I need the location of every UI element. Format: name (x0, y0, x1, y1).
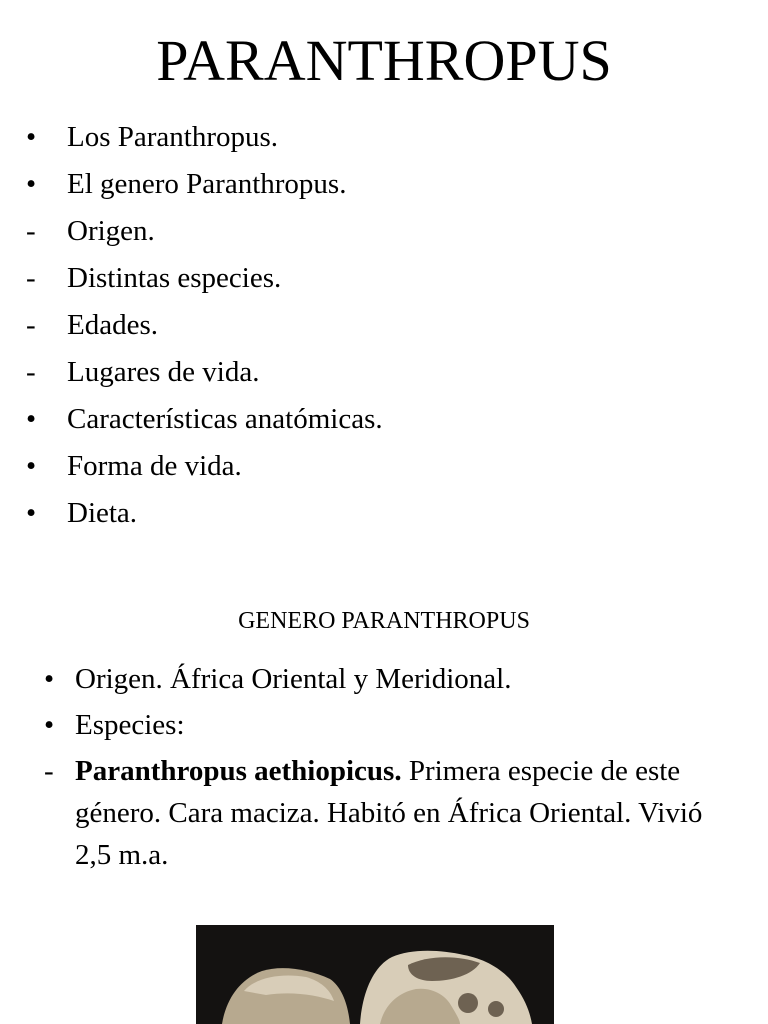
list-item (26, 443, 383, 490)
bullet-marker: • (44, 663, 55, 695)
dash-marker: - (26, 215, 36, 247)
bullet-marker: • (26, 450, 37, 482)
section-heading: GENERO PARANTHROPUS (238, 608, 530, 634)
index-list (26, 114, 383, 537)
species-description: Primera especie de este género. Cara maciza. Habitó en África Oriental. Vivió 2,5 m.a. (75, 755, 703, 871)
list-item (26, 490, 383, 537)
fossil-orbit-left (458, 993, 478, 1013)
list-item (44, 704, 744, 746)
list-item (26, 161, 383, 208)
list-item (26, 255, 383, 302)
page-title: PARANTHROPUS (156, 28, 612, 93)
dash-marker: - (26, 309, 36, 341)
list-item (26, 396, 383, 443)
bullet-marker: • (26, 121, 37, 153)
section-list (44, 658, 744, 876)
list-item (26, 302, 383, 349)
list-item-text: Lugares de vida. (67, 356, 260, 388)
list-item (44, 750, 744, 876)
bullet-marker: • (26, 168, 37, 200)
bullet-marker: • (44, 709, 55, 741)
list-item-text: Distintas especies. (67, 262, 282, 294)
fossil-orbit-right (488, 1001, 504, 1017)
dash-marker: - (26, 356, 36, 388)
fossil-skull-photo (196, 925, 554, 1024)
list-item-text: Los Paranthropus. (67, 121, 279, 153)
dash-marker: - (26, 262, 36, 294)
species-name: Paranthropus aethiopicus. (75, 755, 402, 787)
list-item-text: Forma de vida. (67, 450, 242, 482)
list-item-text: Especies: (75, 709, 185, 741)
list-item-text: El genero Paranthropus. (67, 168, 347, 200)
dash-marker: - (44, 755, 54, 787)
list-item-text: Origen. África Oriental y Meridional. (75, 663, 512, 695)
list-item (26, 349, 383, 396)
list-item-text: Dieta. (67, 497, 138, 529)
list-item (26, 208, 383, 255)
bullet-marker: • (26, 403, 37, 435)
list-item-text: Edades. (67, 309, 158, 341)
bullet-marker: • (26, 497, 37, 529)
list-item-text: Características anatómicas. (67, 403, 383, 435)
list-item (44, 658, 744, 700)
fossil-skull-illustration (196, 925, 554, 1024)
list-item-text: Origen. (67, 215, 155, 247)
list-item (26, 114, 383, 161)
